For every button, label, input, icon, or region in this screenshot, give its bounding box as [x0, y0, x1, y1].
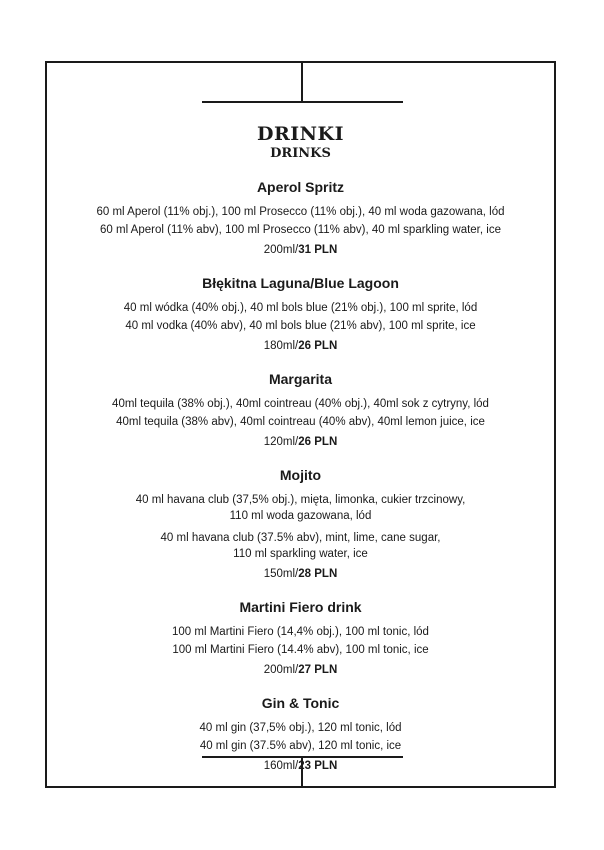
drink-name: Aperol Spritz [256, 179, 345, 195]
drink-description-pl: 40 ml gin (37,5% obj.), 120 ml tonic, lód [199, 722, 402, 734]
drink-name: Mojito [279, 467, 322, 483]
drink-description-en: 40 ml gin (37.5% abv), 120 ml tonic, ice [199, 740, 402, 752]
drink-description-pl: 40 ml havana club (37,5% obj.), mięta, limonka, cukier trzcinowy, 110 ml woda gazowana, lód [135, 494, 466, 522]
drink-price-value: 26 PLN [298, 436, 338, 448]
drink-volume: 180ml/ [263, 340, 299, 352]
drink-description-pl: 100 ml Martini Fiero (14,4% obj.), 100 ml tonic, lód [172, 626, 429, 638]
drink-item [47, 598, 554, 678]
drink-volume: 160ml/ [263, 760, 299, 772]
top-divider-vertical [301, 61, 303, 103]
drink-price [47, 338, 554, 354]
menu-title: DRINKI [257, 123, 344, 145]
drink-price-value: 31 PLN [298, 244, 338, 256]
drink-item [47, 466, 554, 582]
drink-name: Martini Fiero drink [239, 599, 362, 615]
drink-description-en: 40 ml havana club (37.5% abv), mint, lime, cane sugar, 110 ml sparkling water, ice [160, 532, 441, 560]
top-divider-horizontal [202, 101, 403, 103]
drink-description-pl: 40 ml wódka (40% obj.), 40 ml bols blue (21% obj.), 100 ml sprite, lód [123, 302, 478, 314]
drink-item [47, 178, 554, 258]
drink-volume: 120ml/ [263, 436, 299, 448]
drink-description-en: 60 ml Aperol (11% abv), 100 ml Prosecco (11% abv), 40 ml sparkling water, ice [100, 224, 501, 236]
drink-price [47, 434, 554, 450]
drink-name: Gin & Tonic [261, 695, 340, 711]
drink-description-pl: 40ml tequila (38% obj.), 40ml cointreau (40% obj.), 40ml sok z cytryny, lód [112, 398, 489, 410]
drink-name: Margarita [268, 371, 333, 387]
drink-item [47, 694, 554, 774]
drink-description-en: 40ml tequila (38% abv), 40ml cointreau (40% abv), 40ml lemon juice, ice [116, 416, 485, 428]
drink-volume: 200ml/ [263, 244, 299, 256]
drink-item [47, 370, 554, 450]
drink-price [47, 242, 554, 258]
drink-price [47, 662, 554, 678]
menu-subtitle: DRINKS [270, 146, 331, 161]
drink-name: Błękitna Laguna/Blue Lagoon [202, 275, 399, 291]
drink-price-value: 26 PLN [298, 340, 338, 352]
drink-volume: 150ml/ [263, 568, 299, 580]
drink-price-value: 28 PLN [298, 568, 338, 580]
drink-price-value: 27 PLN [298, 664, 338, 676]
drink-volume: 200ml/ [263, 664, 299, 676]
drink-item [47, 274, 554, 354]
drink-description-en: 40 ml vodka (40% abv), 40 ml bols blue (21% abv), 100 ml sprite, ice [125, 320, 476, 332]
drink-price [47, 566, 554, 582]
drink-price-value: 23 PLN [298, 760, 338, 772]
drink-price [47, 758, 554, 774]
drink-description-en: 100 ml Martini Fiero (14.4% abv), 100 ml tonic, ice [172, 644, 429, 656]
drink-description-pl: 60 ml Aperol (11% obj.), 100 ml Prosecco (11% obj.), 40 ml woda gazowana, lód [96, 206, 505, 218]
menu-content [47, 118, 554, 774]
